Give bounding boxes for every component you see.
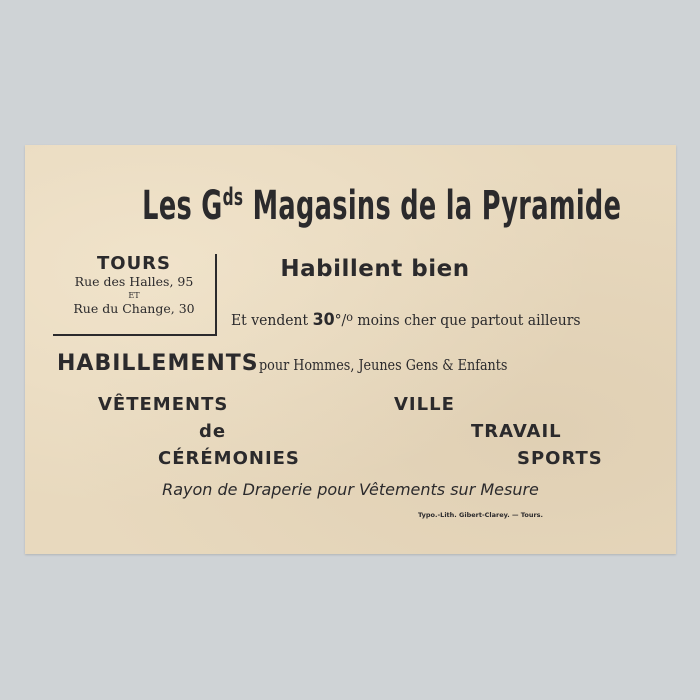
clothing-line — [57, 351, 657, 376]
title-part-1: Les G — [142, 183, 223, 229]
address-line-1: Rue des Halles, 95 — [74, 274, 194, 289]
clothing-audience: pour Hommes, Jeunes Gens & Enfants — [258, 358, 508, 374]
discount-percent: 30 — [312, 310, 335, 330]
category-travail: TRAVAIL — [471, 421, 562, 442]
card-title — [142, 171, 622, 232]
discount-percent-sub: o — [346, 310, 353, 324]
discount-percent-sign: °/ — [334, 311, 347, 329]
title-superscript: ds — [222, 183, 244, 211]
category-ville: VILLE — [394, 394, 455, 415]
trade-card — [25, 145, 676, 554]
address-and: ET — [128, 291, 140, 300]
category-vetements: VÊTEMENTS — [98, 394, 229, 415]
clothing-heading: HABILLEMENTS — [57, 351, 259, 376]
category-sports: SPORTS — [517, 448, 603, 469]
slogan: Habillent bien — [280, 256, 470, 282]
discount-after: moins cher que partout ailleurs — [352, 311, 581, 329]
address-city: TOURS — [96, 253, 172, 274]
printer-imprint: Typo.-Lith. Gibert-Clarey. — Tours. — [418, 511, 543, 519]
address-line-2: Rue du Change, 30 — [73, 301, 195, 316]
tailoring-line: Rayon de Draperie pour Vêtements sur Mesure — [162, 480, 539, 499]
category-ceremonies: CÉRÉMONIES — [158, 448, 300, 469]
category-de: de — [199, 421, 227, 442]
address-box — [53, 254, 217, 336]
discount-line — [231, 306, 612, 331]
discount-before: Et vendent — [231, 311, 313, 329]
title-part-2: Magasins de la Pyramide — [243, 183, 622, 229]
